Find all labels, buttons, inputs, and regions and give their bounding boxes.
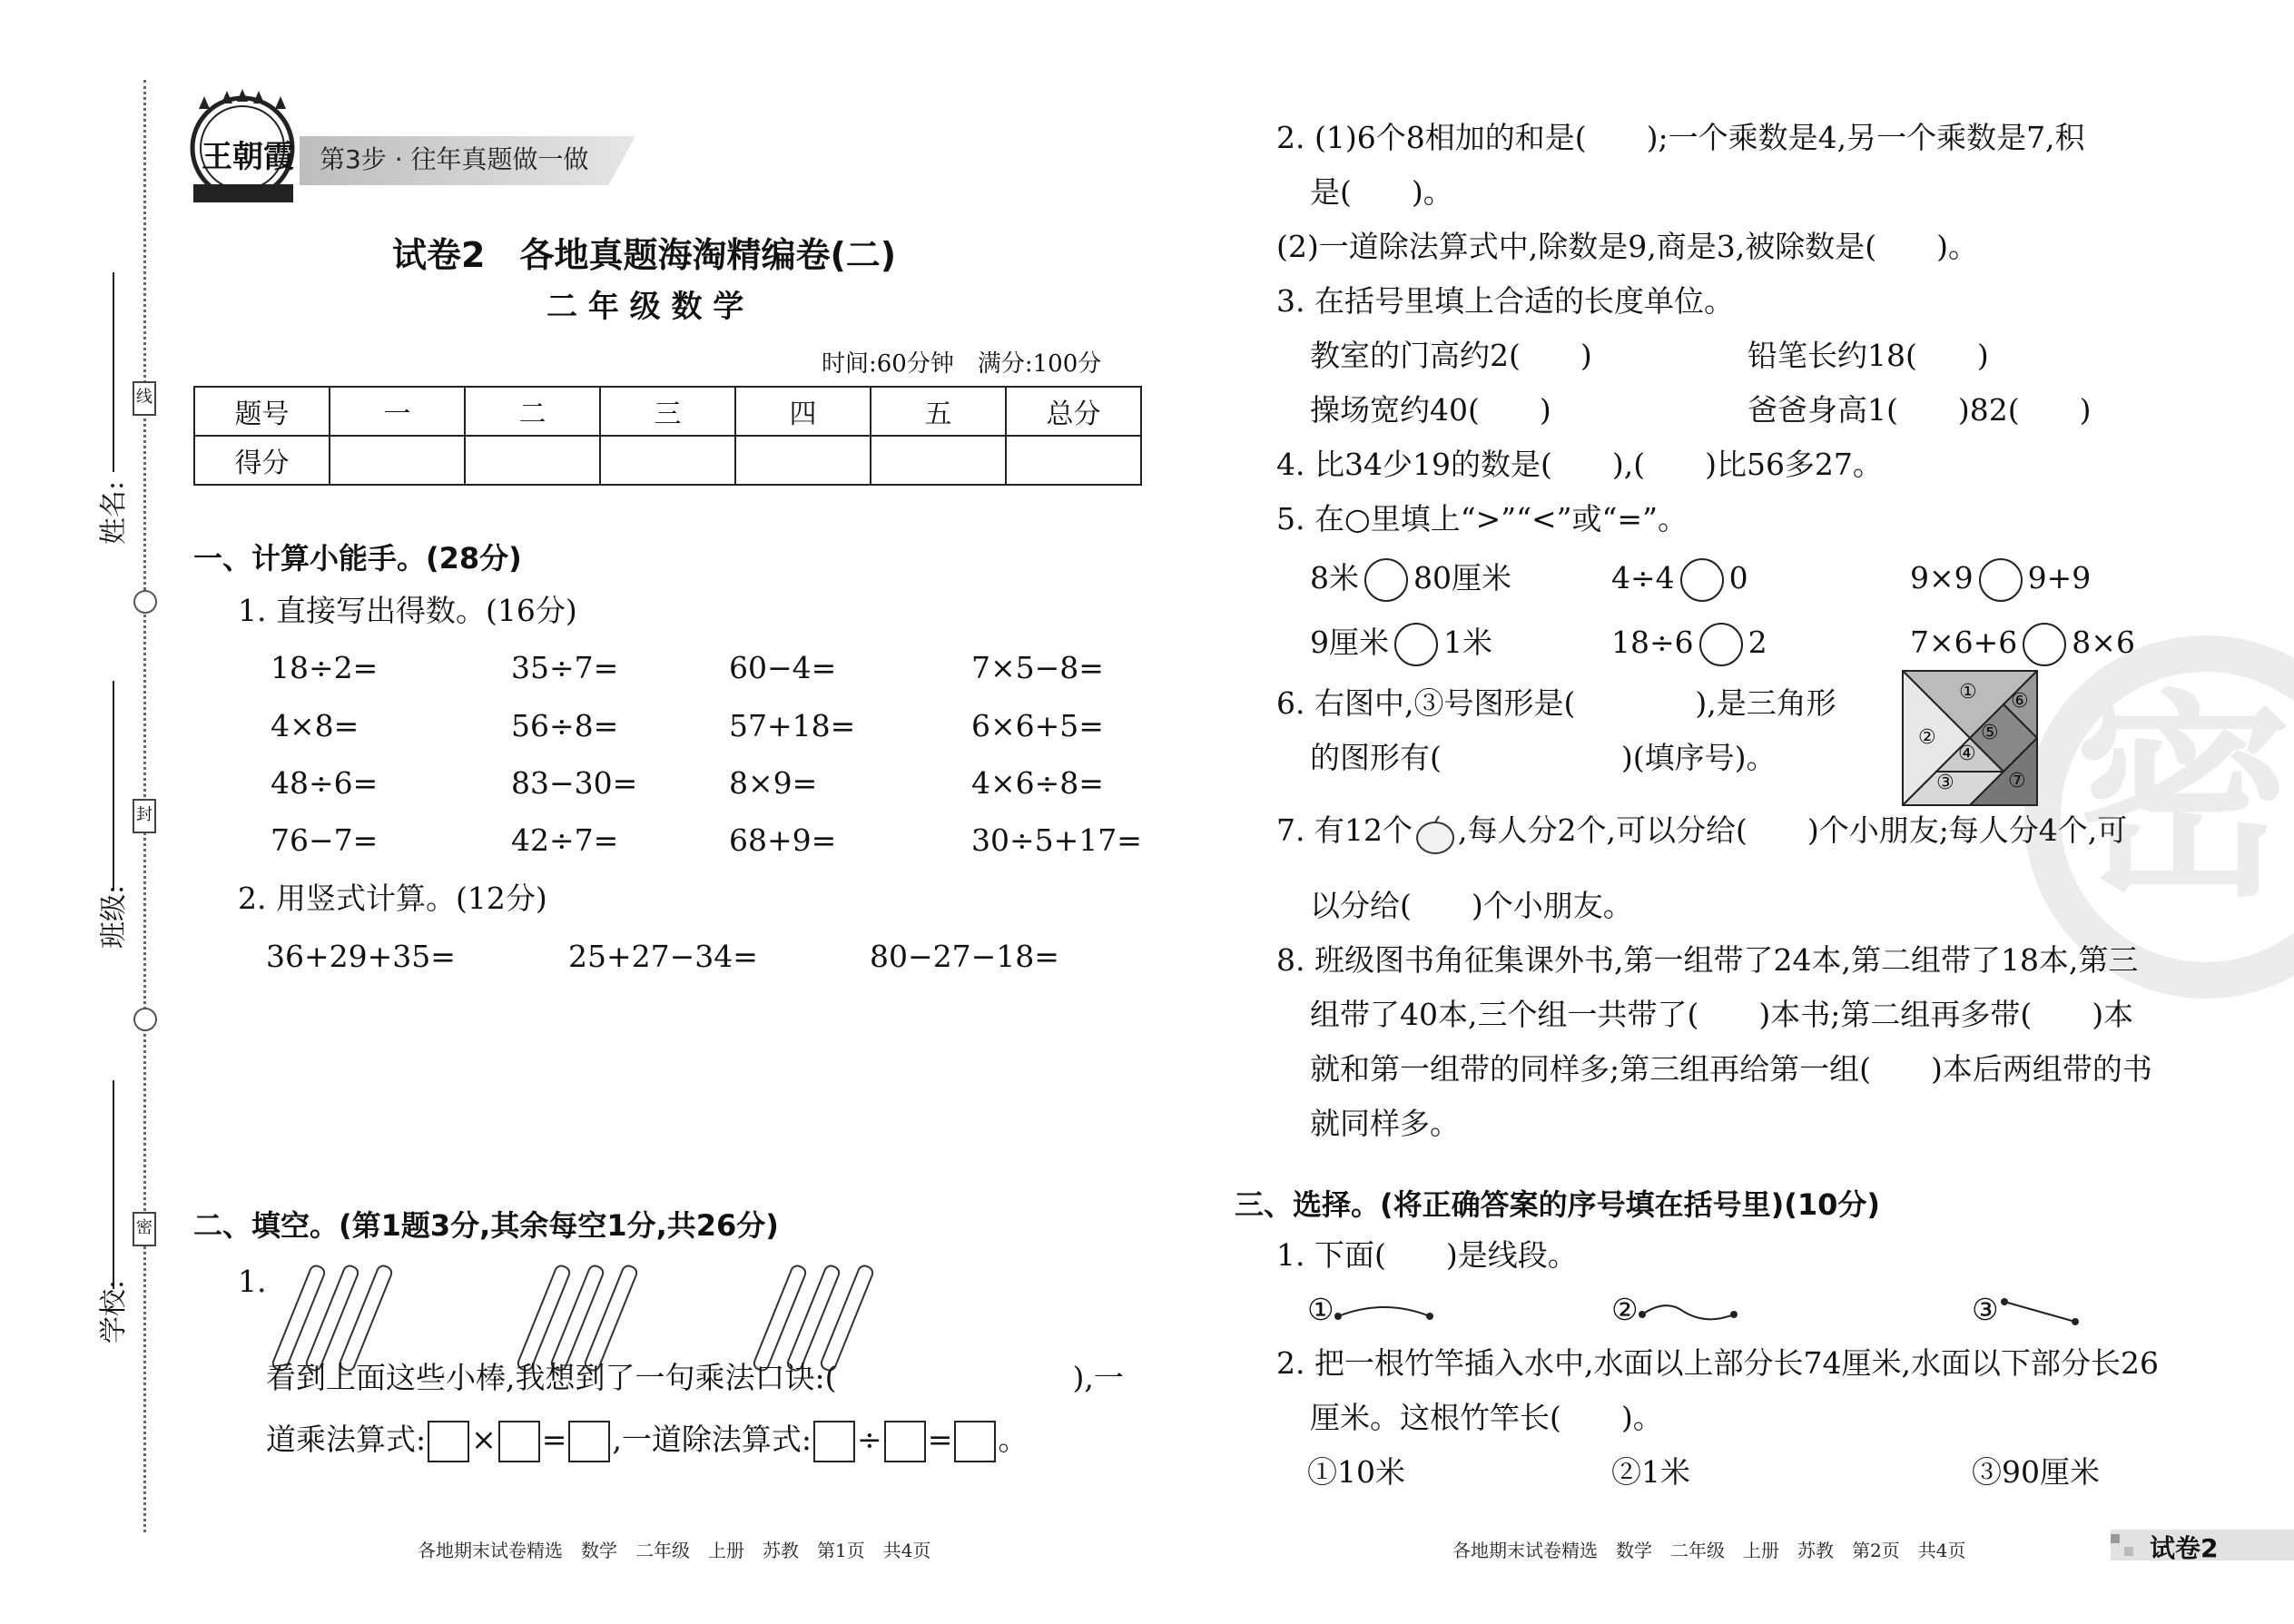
score-cell: 一 — [330, 387, 465, 436]
compare-right: 1米 — [1443, 625, 1492, 660]
compare-item — [1310, 623, 1492, 666]
compare-circle[interactable] — [1394, 623, 1438, 666]
equals-sign: = — [927, 1422, 953, 1457]
option-segment-1[interactable] — [1307, 1292, 1434, 1328]
tag-decor-square — [2124, 1547, 2133, 1556]
vertical-calc-item: 25+27−34= — [568, 939, 758, 974]
unit-item: 爸爸身高1( )82( ) — [1748, 392, 2092, 428]
section1-q2-title: 2. 用竖式计算。(12分) — [238, 881, 547, 916]
tangram-label: ③ — [1936, 772, 1954, 794]
page-subtitle: 二 年 级 数 学 — [546, 289, 744, 325]
compare-item — [1611, 558, 1748, 602]
compare-circle[interactable] — [1364, 558, 1408, 602]
answer-box[interactable] — [813, 1421, 855, 1462]
compare-left: 4÷4 — [1611, 560, 1675, 595]
class-field[interactable] — [113, 681, 114, 890]
answer-box[interactable] — [498, 1421, 540, 1462]
compare-circle[interactable] — [1699, 623, 1743, 666]
option-segment-3[interactable] — [1972, 1292, 2081, 1328]
answer-box[interactable] — [428, 1421, 469, 1462]
calc-item: 48÷6= — [271, 765, 379, 801]
page-tag: 试卷2 — [2150, 1533, 2219, 1563]
section2-q8-line: 组带了40本,三个组一共带了( )本书;第二组再多带( )本 — [1310, 997, 2134, 1032]
score-table — [193, 386, 1142, 486]
score-cell: 四 — [735, 387, 871, 436]
calc-item: 4×8= — [271, 708, 359, 743]
section3-title: 三、选择。(将正确答案的序号填在括号里)(10分) — [1235, 1187, 1881, 1222]
score-input-cell[interactable] — [600, 436, 735, 485]
section2-q1-number: 1. — [238, 1264, 267, 1299]
equals-sign: = — [541, 1422, 567, 1457]
section2-q1-text: 看到上面这些小棒,我想到了一句乘法口诀:( — [266, 1360, 837, 1395]
times-sign: × — [471, 1422, 497, 1457]
option-label: ② — [1611, 1292, 1639, 1327]
step-label: 第3步 · 往年真题做一做 — [320, 144, 589, 174]
section3-q2-line1: 2. 把一根竹竿插入水中,水面以上部分长74厘米,水面以下部分长26 — [1276, 1345, 2159, 1381]
compare-right: 8×6 — [2072, 625, 2135, 660]
section2-q7-line1 — [1276, 812, 2127, 851]
tangram-label: ⑤ — [1981, 722, 1999, 744]
compare-item — [1910, 558, 2091, 602]
section2-title: 二、填空。(第1题3分,其余每空1分,共26分) — [193, 1208, 779, 1243]
calc-item: 68+9= — [729, 822, 837, 858]
section3-q2-line2: 厘米。这根竹竿长( )。 — [1310, 1400, 1663, 1435]
score-input-cell[interactable] — [465, 436, 600, 485]
compare-left: 8米 — [1310, 560, 1359, 595]
apple-icon — [1413, 814, 1458, 851]
calc-item: 76−7= — [271, 822, 379, 858]
section2-q6-line2: 的图形有( )(填序号)。 — [1310, 740, 1777, 775]
calc-item: 8×9= — [729, 765, 818, 801]
vertical-calc-item: 36+29+35= — [266, 939, 456, 974]
compare-item — [1611, 623, 1767, 666]
compare-left: 7×6+6 — [1910, 625, 2018, 660]
page-title: 试卷2 各地真题海淘精编卷(二) — [392, 235, 897, 275]
section1-q1-title: 1. 直接写出得数。(16分) — [238, 593, 577, 628]
compare-right: 0 — [1728, 560, 1748, 595]
wave-line-icon — [1639, 1298, 1738, 1325]
tangram-label: ④ — [1958, 743, 1976, 765]
name-label: 姓名: — [98, 480, 130, 545]
option-label: ① — [1307, 1292, 1334, 1327]
compare-left: 9厘米 — [1310, 625, 1389, 660]
binding-mark-xian: 线 — [133, 381, 156, 416]
section2-q1-text: 。 — [998, 1422, 1029, 1457]
tangram-label: ② — [1918, 726, 1936, 749]
option-item[interactable]: ③90厘米 — [1972, 1454, 2100, 1490]
section2-q1-line1 — [266, 1360, 1124, 1396]
unit-item: 铅笔长约18( ) — [1748, 338, 1989, 373]
calc-item: 4×6÷8= — [971, 765, 1104, 801]
compare-left: 18÷6 — [1611, 625, 1694, 660]
compare-left: 9×9 — [1910, 560, 1974, 595]
score-input-cell[interactable] — [1006, 436, 1141, 485]
name-field[interactable] — [113, 272, 114, 472]
calc-item: 60−4= — [729, 650, 837, 685]
calc-item: 42÷7= — [511, 822, 619, 858]
tag-decor-square — [2111, 1534, 2120, 1543]
score-table-header-row — [194, 387, 1141, 436]
compare-circle[interactable] — [1979, 558, 2023, 602]
section2-q8-line: 就同样多。 — [1310, 1106, 1460, 1141]
tangram-label: ⑥ — [2011, 690, 2029, 713]
calc-item: 18÷2= — [271, 650, 379, 685]
score-table-score-row — [194, 436, 1141, 485]
school-label: 学校: — [98, 1279, 130, 1343]
section2-q7-line2: 以分给( )个小朋友。 — [1310, 888, 1633, 923]
calc-item: 56÷8= — [511, 708, 619, 743]
calc-item: 35÷7= — [511, 650, 619, 685]
section2-q2-line2: 是( )。 — [1310, 174, 1453, 210]
calc-item: 7×5−8= — [971, 650, 1104, 685]
brand-logo-text: 王朝霞 — [202, 139, 294, 175]
straight-segment-icon — [1999, 1296, 2081, 1327]
option-item[interactable]: ②1米 — [1611, 1454, 1690, 1490]
answer-box[interactable] — [954, 1421, 996, 1462]
footer-right: 各地期末试卷精选 数学 二年级 上册 苏教 第2页 共4页 — [1452, 1540, 1966, 1561]
answer-box[interactable] — [884, 1421, 926, 1462]
binding-hole — [133, 1008, 157, 1031]
compare-circle[interactable] — [1680, 558, 1724, 602]
score-input-cell[interactable] — [735, 436, 871, 485]
watermark-text: 密 — [2074, 672, 2293, 926]
curve-line-icon — [1334, 1298, 1434, 1325]
score-cell: 总分 — [1006, 387, 1141, 436]
score-input-cell[interactable] — [871, 436, 1006, 485]
section3-q1: 1. 下面( )是线段。 — [1276, 1237, 1578, 1273]
calc-item: 57+18= — [729, 708, 856, 743]
section2-q2-line3: (2)一道除法算式中,除数是9,商是3,被除数是( )。 — [1276, 229, 1978, 264]
calc-item: 30÷5+17= — [971, 822, 1142, 858]
section2-q1-text: ),一 — [1072, 1360, 1124, 1395]
time-info: 时间:60分钟 满分:100分 — [822, 350, 1102, 378]
tangram-label: ① — [1959, 681, 1977, 704]
divide-sign: ÷ — [857, 1422, 882, 1457]
school-field[interactable] — [113, 1080, 114, 1289]
section2-q5-title: 5. 在○里填上“>”“<”或“=”。 — [1276, 501, 1688, 536]
section2-q4: 4. 比34少19的数是( ),( )比56多27。 — [1276, 447, 1883, 482]
calc-item: 6×6+5= — [971, 708, 1104, 743]
option-item[interactable]: ①10米 — [1307, 1454, 1405, 1490]
section2-q1-text: 道乘法算式: — [266, 1422, 427, 1457]
compare-item — [1910, 623, 2135, 666]
compare-right: 9+9 — [2027, 560, 2092, 595]
compare-right: 2 — [1748, 625, 1767, 660]
binding-mark-feng: 封 — [133, 799, 156, 833]
unit-item: 操场宽约40( ) — [1310, 392, 1551, 428]
score-cell: 三 — [600, 387, 735, 436]
section2-q3-title: 3. 在括号里填上合适的长度单位。 — [1276, 283, 1734, 319]
option-segment-2[interactable] — [1611, 1292, 1738, 1328]
section2-q8-line: 8. 班级图书角征集课外书,第一组带了24本,第二组带了18本,第三 — [1276, 942, 2139, 978]
section2-q7-text: ,每人分2个,可以分给( )个小朋友;每人分4个,可 — [1457, 812, 2128, 848]
calc-item: 83−30= — [511, 765, 638, 801]
binding-mark-mi: 密 — [133, 1212, 156, 1246]
class-label: 班级: — [98, 884, 130, 949]
section1-title: 一、计算小能手。(28分) — [193, 541, 522, 576]
section2-q2-line1: 2. (1)6个8相加的和是( );一个乘数是4,另一个乘数是7,积 — [1276, 120, 2085, 155]
section2-q1-text: ,一道除法算式: — [612, 1422, 812, 1457]
binding-hole — [133, 590, 157, 614]
score-input-cell[interactable] — [330, 436, 465, 485]
score-cell: 二 — [465, 387, 600, 436]
score-cell: 得分 — [194, 436, 330, 485]
vertical-calc-item: 80−27−18= — [870, 939, 1059, 974]
section2-q6-line1: 6. 右图中,③号图形是( ),是三角形 — [1276, 685, 1836, 721]
tangram-label: ⑦ — [2008, 770, 2026, 792]
section2-q1-line2 — [266, 1421, 1028, 1462]
unit-item: 教室的门高约2( ) — [1310, 338, 1592, 373]
option-label: ③ — [1972, 1292, 1999, 1327]
section2-q8-line: 就和第一组带的同样多;第三组再给第一组( )本后两组带的书 — [1310, 1051, 2152, 1087]
score-cell: 题号 — [194, 387, 330, 436]
score-cell: 五 — [871, 387, 1006, 436]
compare-item — [1310, 558, 1511, 602]
compare-circle[interactable] — [2023, 623, 2066, 666]
answer-box[interactable] — [568, 1421, 610, 1462]
section2-q7-text: 7. 有12个 — [1276, 812, 1413, 848]
compare-right: 80厘米 — [1413, 560, 1511, 595]
footer-left: 各地期末试卷精选 数学 二年级 上册 苏教 第1页 共4页 — [418, 1540, 931, 1561]
